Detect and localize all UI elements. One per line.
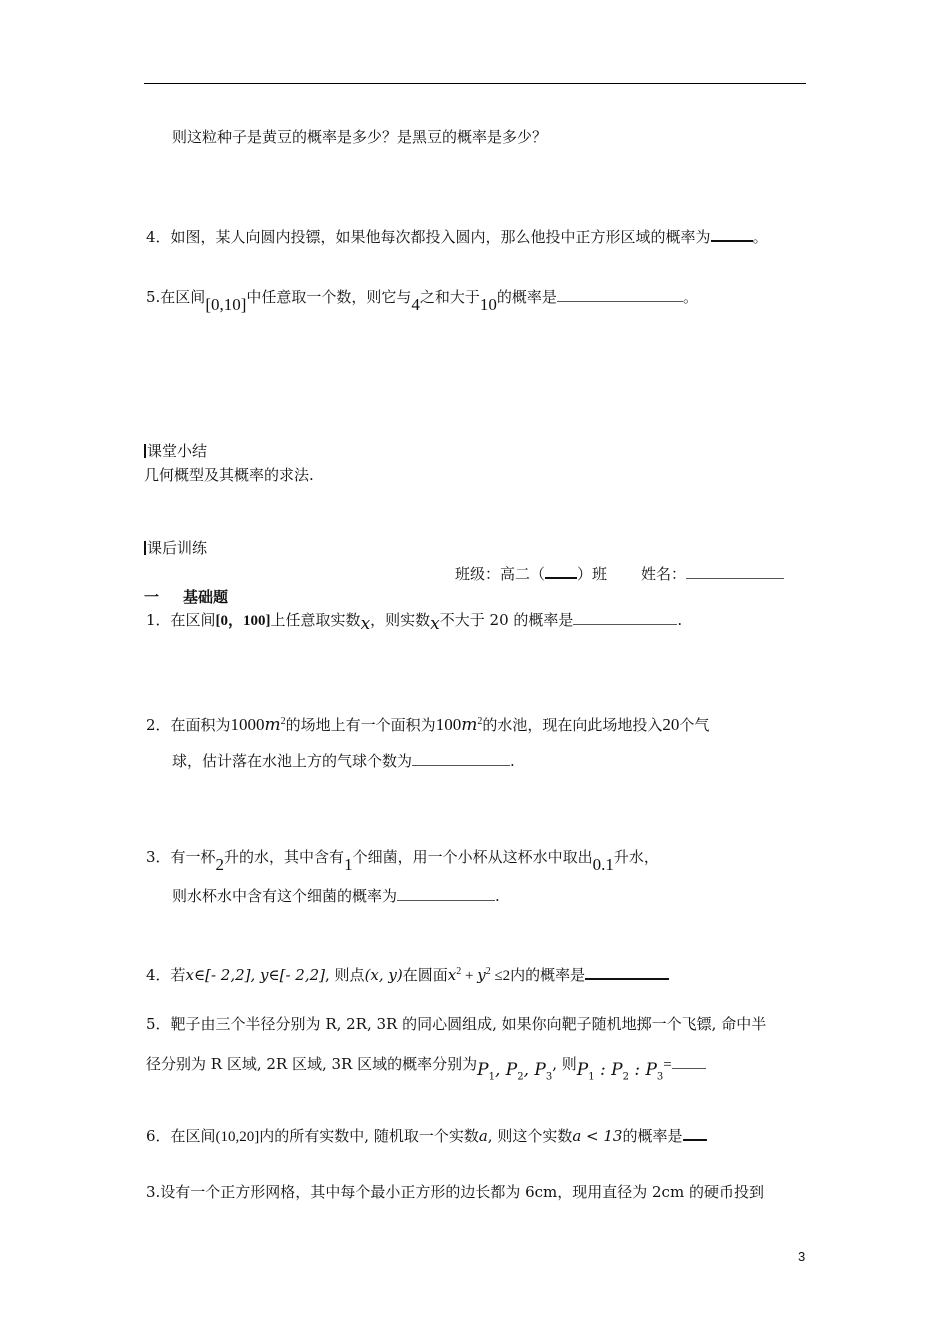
var-x: x [430,614,440,634]
problem-5-text-b: , 则 [552,1055,577,1073]
problem-2-text-d: 个气 [679,716,710,734]
problem-1 [146,609,682,632]
problem-6 [146,1125,707,1148]
problem-3-text-a: 3．有一杯 [146,848,216,866]
answer-blank [711,226,753,242]
problem-7: 3.设有一个正方形网格，其中每个最小正方形的边长都为 6cm，现用直径为 2cm 的硬币投到 [146,1183,764,1201]
question-4 [146,226,768,248]
problem-6-text-c: , 则这个实数 [487,1127,573,1145]
section-title: 基础题 [183,588,229,606]
number-0-1: 0.1 [592,855,614,874]
problem-2-end: . [510,752,515,770]
problem-3-end: . [495,887,500,905]
point-xy: (x, y) [364,966,403,984]
heading-marker [144,444,146,458]
var-a: a [478,1127,488,1145]
interval-10-20: (10,20] [215,1129,260,1145]
answer-blank [397,886,495,901]
problem-3-text-e: 则水杯水中含有这个细菌的概率为 [172,887,398,905]
training-title: 课后训练 [147,539,208,557]
number-20: 20 [662,715,680,734]
problem-2-text-c: 的水池，现在向此场地投入 [482,716,663,734]
class-name-line [455,563,784,585]
problem-4-text-a: 4．若 [146,966,186,984]
problem-2-text-a: 2．在面积为 [146,716,231,734]
page-number: 3 [798,1249,806,1264]
problem-1-text-a: 1．在区间 [146,611,216,629]
problem-2-text-b: 的场地上有一个面积为 [285,716,436,734]
summary-text: 几何概型及其概率的求法. [144,466,314,484]
problem-5: 5．靶子由三个半径分别为 R, 2R, 3R 的同心圆组成, 如果你向靶子随机地掷一个飞镖, 命中半 [146,1015,767,1033]
number-4: 4 [411,295,420,314]
question-5-text-b: 中任意取一个数，则它与 [246,288,412,306]
training-heading [144,537,207,559]
answer-blank [672,1060,706,1069]
class-blank [545,563,577,579]
question-5-end: 。 [682,288,698,306]
problem-5-text-a: 径分别为 R 区域, 2R 区域, 3R 区域的概率分别为 [146,1055,478,1073]
continuation-question: 则这粒种子是黄豆的概率是多少？是黑豆的概率是多少？ [172,128,548,146]
interval-0-100: [0，100] [215,613,271,629]
equals-sign: = [663,1057,672,1073]
inequality-a-lt-13: a < 13 [572,1127,623,1145]
name-label: 姓名： [641,565,687,583]
header-rule [144,83,806,84]
question-5-text-a: 5.在区间 [146,288,206,306]
number-1: 1 [344,855,353,874]
question-5 [146,286,698,314]
question-4-end: 。 [752,228,768,246]
class-label: 班级：高二（ [455,565,546,583]
number-10: 10 [479,295,497,314]
question-4-text: 4．如图，某人向圆内投镖，如果他每次都投入圆内，那么他投中正方形区域的概率为 [146,228,711,246]
name-blank [686,564,784,579]
area-100: 100 [435,715,462,734]
answer-blank [557,287,683,302]
summary-heading [144,440,207,462]
problem-6-text-d: 的概率是 [622,1127,683,1145]
problem-3-line-2 [172,885,500,907]
area-1000: 1000 [230,715,265,734]
answer-blank [412,751,510,766]
problem-1-text-b: 上任意取实数 [270,611,361,629]
domain-condition: x∈[- 2,2], y∈[- 2,2] [185,966,326,984]
problem-4-text-c: 在圆面 [402,966,448,984]
problem-1-text-d: 不大于 20 的概率是 [439,611,574,629]
problem-2-text-e: 球，估计落在水池上方的气球个数为 [172,752,413,770]
problem-1-end: . [677,611,683,629]
interval-0-10: [0,10] [205,295,247,314]
section-number: 一 [144,588,160,606]
summary-title: 课堂小结 [147,442,208,460]
problem-2-line-2 [172,750,515,772]
section-1-heading [144,586,228,608]
problem-2: 2．在面积为$1000m^2$的场地上有一个面积为$100m^2$的水池，现在向此场地投入20个气 [146,715,710,735]
problem-3-text-b: 升的水，其中含有 [224,848,345,866]
var-x: x [360,614,371,634]
problem-4-text-b: , 则点 [325,966,365,984]
number-2: 2 [215,855,225,874]
class-end: ）班 [577,565,608,583]
problem-4-text-d: 内的概率是 [510,966,586,984]
problem-3-text-d: 升水， [613,848,659,866]
question-5-text-c: 之和大于 [419,288,480,306]
answer-blank [573,610,677,625]
problem-3 [146,846,659,874]
problem-1-text-c: ，则实数 [370,611,431,629]
problem-6-text-b: 内的所有实数中, 随机取一个实数 [259,1127,479,1145]
question-5-text-d: 的概率是 [496,288,557,306]
heading-marker [144,541,146,555]
answer-blank [683,1125,707,1141]
problem-4: 4．若x∈[- 2,2], y∈[- 2,2], 则点(x, y)在圆面$x^2 + y^2 \le 2$内的概率是 [146,961,669,987]
problem-6-text-a: 6．在区间 [146,1127,216,1145]
problem-3-text-c: 个细菌，用一个小杯从这杯水中取出 [352,848,593,866]
problem-5-line-2: 径分别为 R 区域, 2R 区域, 3R 区域的概率分别为$P_1$, $P_2$, $P_3$, 则$P_1$ : $P_2$ : $P_3=$ [146,1053,706,1082]
answer-blank [585,964,669,980]
inequality-le-2: ≤2 [494,968,511,984]
